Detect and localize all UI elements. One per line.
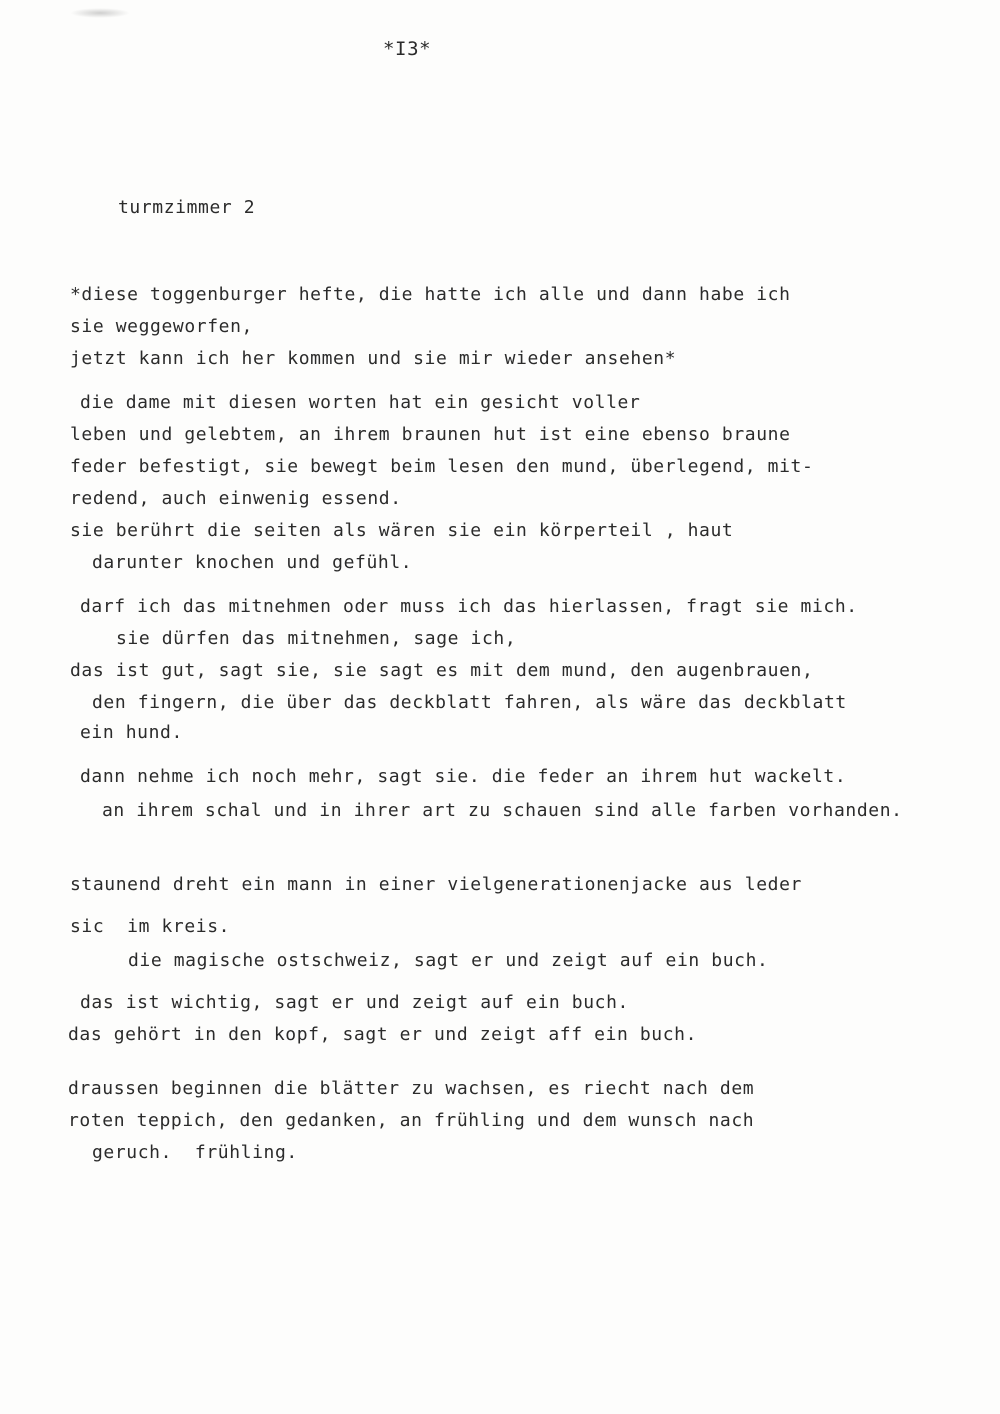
text-line: roten teppich, den gedanken, an frühling und dem wunsch nach	[68, 1110, 755, 1131]
text-line: sie weggeworfen,	[70, 316, 253, 337]
text-line: das ist gut, sagt sie, sie sagt es mit dem mund, den augenbrauen,	[70, 660, 814, 681]
ink-smudge	[70, 8, 130, 18]
text-line: darf ich das mitnehmen oder muss ich das hierlassen, fragt sie mich.	[80, 596, 858, 617]
text-line: das gehört in den kopf, sagt er und zeigt aff ein buch.	[68, 1024, 698, 1045]
text-line: *diese toggenburger hefte, die hatte ich alle und dann habe ich	[70, 284, 791, 305]
text-line: darunter knochen und gefühl.	[92, 552, 413, 573]
text-line: den fingern, die über das deckblatt fahren, als wäre das deckblatt	[92, 692, 847, 713]
text-line: geruch. frühling.	[92, 1142, 298, 1163]
text-line: sie berührt die seiten als wären sie ein körperteil , haut	[70, 520, 734, 541]
text-line: leben und gelebtem, an ihrem braunen hut ist eine ebenso braune	[70, 424, 791, 445]
text-line: sic im kreis.	[70, 916, 231, 937]
text-line: jetzt kann ich her kommen und sie mir wieder ansehen*	[70, 348, 677, 369]
text-line: ein hund.	[80, 722, 183, 743]
text-line: feder befestigt, sie bewegt beim lesen den mund, überlegend, mit-	[70, 456, 814, 477]
text-line: an ihrem schal und in ihrer art zu schauen sind alle farben vorhanden.	[102, 800, 903, 821]
page-number: *I3*	[383, 38, 432, 60]
text-line: sie dürfen das mitnehmen, sage ich,	[116, 628, 517, 649]
text-line: die magische ostschweiz, sagt er und zeigt auf ein buch.	[128, 950, 769, 971]
text-line: redend, auch einwenig essend.	[70, 488, 402, 509]
text-line: die dame mit diesen worten hat ein gesicht voller	[80, 392, 641, 413]
text-line: das ist wichtig, sagt er und zeigt auf ein buch.	[80, 992, 629, 1013]
text-line: staunend dreht ein mann in einer vielgenerationenjacke aus leder	[70, 874, 802, 895]
poem-title: turmzimmer 2	[118, 197, 256, 218]
text-line: dann nehme ich noch mehr, sagt sie. die feder an ihrem hut wackelt.	[80, 766, 847, 787]
text-line: draussen beginnen die blätter zu wachsen, es riecht nach dem	[68, 1078, 755, 1099]
